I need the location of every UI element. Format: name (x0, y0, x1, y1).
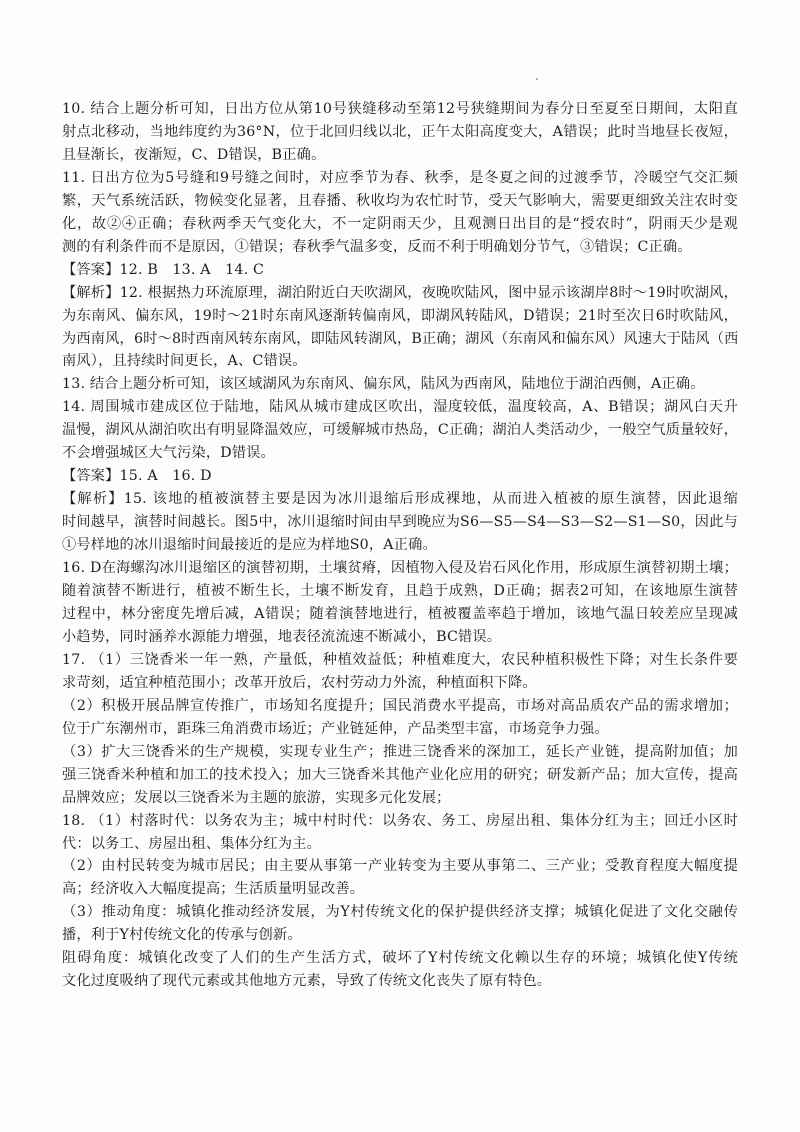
scan-speck (536, 78, 538, 80)
text-line: 小趋势，同时涵养水源能力增强，地表径流流速不断减小，BC错误。 (62, 628, 502, 645)
text-line: 代：以务工、房屋出租、集体分红为主。 (62, 835, 321, 852)
text-line: （3）推动角度：城镇化推动经济发展，为Y村传统文化的保护提供经济支撑；城镇化促进了文化交融传 (62, 904, 738, 921)
text-line: 测的有利条件而不是原因，①错误；春秋季气温多变，反而不利于明确划分节气，③错误；C正确。 (62, 238, 692, 255)
answer-page (62, 98, 738, 993)
text-line: 播，利于Y村传统文化的传承与创新。 (62, 927, 302, 944)
text-line: 【解析】12. 根据热力环流原理，湖泊附近白天吹湖风，夜晚吹陆风，图中显示该湖岸8时～19时吹湖风， (62, 284, 738, 301)
text-line: 14. 周围城市建成区位于陆地，陆风从城市建成区吹出，湿度较低，温度较高，A、B错误；湖风白天升 (62, 399, 738, 416)
text-line: 时间越早，演替时间越长。图5中，冰川退缩时间由早到晚应为S6—S5—S4—S3—S2—S1—S0，因此与 (62, 514, 738, 531)
text-line: 文化过度吸纳了现代元素或其他地方元素，导致了传统文化丧失了原有特色。 (62, 973, 552, 990)
text-line: 高；经济收入大幅度提高；生活质量明显改善。 (62, 881, 365, 898)
text-line: 16. D在海螺沟冰川退缩区的演替初期，土壤贫瘠，因植物入侵及岩石风化作用，形成原生演替初期土壤； (62, 560, 738, 577)
text-line: （3）扩大三饶香米的生产规模，实现专业生产；推进三饶香米的深加工，延长产业链，提高附加值；加 (62, 743, 738, 760)
text-line: 过程中，林分密度先增后减，A错误；随着演替地进行，植被覆盖率趋于增加，该地气温日较差应呈现减 (62, 605, 738, 622)
text-line: 11. 日出方位为5号缝和9号缝之间时，对应季节为春、秋季，是冬夏之间的过渡季节，冷暖空气交汇频 (62, 169, 738, 186)
text-line: （2）积极开展品牌宣传推广，市场知名度提升；国民消费水平提高，市场对高品质农产品的需求增加； (62, 697, 738, 714)
text-line: 南风），且持续时间更长，A、C错误。 (62, 353, 307, 370)
text-line: 不会增强城区大气污染，D错误。 (62, 445, 276, 462)
text-line: 品牌效应；发展以三饶香米为主题的旅游，实现多元化发展； (62, 789, 451, 806)
text-line: 求苛刻，适宜种植范围小；改革开放后，农村劳动力外流，种植面积下降。 (62, 674, 537, 691)
text-line: 化，故②④正确；春秋两季天气变化大，不一定阴雨天少，且观测日出目的是“授农时”，阴雨天少是观 (62, 215, 738, 232)
text-line: 位于广东潮州市，距珠三角消费市场近；产业链延伸，产品类型丰富，市场竞争力强。 (62, 720, 609, 737)
text-line: 强三饶香米种植和加工的技术投入；加大三饶香米其他产业化应用的研究；研发新产品；加大宣传，提高 (62, 766, 738, 783)
text-line: 【答案】12. B 13. A 14. C (62, 261, 265, 278)
text-line: （2）由村民转变为城市居民；由主要从事第一产业转变为主要从事第二、三产业；受教育程度大幅度提 (62, 858, 738, 875)
text-line: ①号样地的冰川退缩时间最接近的是应为样地S0，A正确。 (62, 537, 437, 554)
text-line: 为东南风、偏东风，19时～21时东南风逐渐转偏南风，即湖风转陆风，D错误；21时至次日6时吹陆风， (62, 307, 738, 324)
text-line: 温慢，湖风从湖泊吹出有明显降温效应，可缓解城市热岛，C正确；湖泊人类活动少，一般空气质量较好， (62, 422, 738, 439)
text-line: 随着演替不断进行，植被不断生长，土壤不断发育，且趋于成熟，D正确；据表2可知，在该地原生演替 (62, 583, 738, 600)
text-line: 射点北移动，当地纬度约为36°N，位于北回归线以北，正午太阳高度变大，A错误；此时当地昼长夜短， (62, 123, 738, 140)
text-line: 为西南风，6时～8时西南风转东南风，即陆风转湖风，B正确；湖风（东南风和偏东风）风速大于陆风（西 (62, 330, 739, 347)
text-line: 阻碍角度：城镇化改变了人们的生产生活方式，破坏了Y村传统文化赖以生存的环境；城镇化使Y传统 (62, 950, 738, 967)
text-line: 【答案】15. A 16. D (62, 468, 212, 485)
text-line: 17. （1）三饶香米一年一熟，产量低，种植效益低；种植难度大，农民种植积极性下降；对生长条件要 (62, 651, 738, 668)
text-line: 【解析】15. 该地的植被演替主要是因为冰川退缩后形成裸地，从而进入植被的原生演替，因此退缩 (62, 491, 738, 508)
text-line: 且昼渐长，夜渐短，C、D错误，B正确。 (62, 146, 326, 163)
text-line: 繁，天气系统活跃，物候变化显著，且春播、秋收均为农忙时节，受天气影响大，需要更细致关注农时变 (62, 192, 738, 209)
text-line: 18. （1）村落时代：以务农为主；城中村时代：以务农、务工、房屋出租、集体分红为主；回迁小区时 (62, 812, 738, 829)
text-line: 13. 结合上题分析可知，该区域湖风为东南风、偏东风，陆风为西南风，陆地位于湖泊西侧，A正确。 (62, 376, 705, 393)
text-line: 10. 结合上题分析可知，日出方位从第10号狭缝移动至第12号狭缝期间为春分日至夏至日期间，太阳直 (62, 101, 738, 117)
